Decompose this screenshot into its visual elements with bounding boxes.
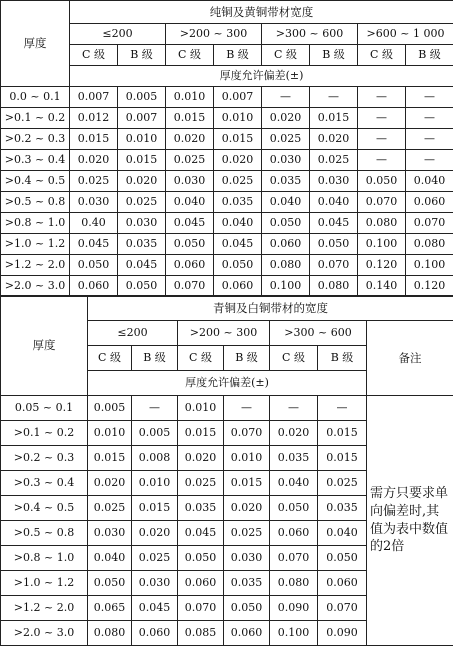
tolerance-value-cell: 0.060 [224,621,270,646]
tolerance-value-cell: 0.040 [262,192,310,213]
table-row [1,234,453,255]
table-row [1,150,453,171]
table-row [1,171,453,192]
tolerance-value-cell: 0.070 [224,421,270,446]
tolerance-value-cell: 0.085 [178,621,224,646]
thickness-range-cell: >0.5 ~ 0.8 [1,521,88,546]
tolerance-value-cell: 0.030 [262,150,310,171]
tolerance-value-cell: 0.030 [88,521,132,546]
thickness-range-cell: >0.4 ~ 0.5 [1,171,70,192]
tolerance-value-cell: 0.010 [88,421,132,446]
tolerance-value-cell: 0.040 [214,213,262,234]
tolerance-value-cell: 0.015 [310,108,358,129]
tolerance-value-cell: 0.005 [132,421,178,446]
tolerance-value-cell: 0.060 [318,571,367,596]
tolerance-value-cell: 0.050 [70,255,118,276]
tolerance-value-cell: 0.025 [214,171,262,192]
tolerance-value-cell: 0.020 [262,108,310,129]
tolerance-value-cell: 0.007 [70,87,118,108]
thickness-range-cell: >1.0 ~ 1.2 [1,571,88,596]
tolerance-value-cell: 0.015 [214,129,262,150]
table-row [1,129,453,150]
tolerance-value-cell: 0.040 [310,192,358,213]
tolerance-value-cell: 0.080 [262,255,310,276]
tolerance-value-cell: 0.015 [166,108,214,129]
tolerance-value-cell: 0.020 [178,446,224,471]
tolerance-value-cell: 0.080 [310,276,358,297]
tolerance-value-cell: — [262,87,310,108]
thickness-range-cell: >0.1 ~ 0.2 [1,108,70,129]
thickness-range-cell: >0.4 ~ 0.5 [1,496,88,521]
tolerance-value-cell: 0.035 [270,446,318,471]
tolerance-value-cell: 0.065 [88,596,132,621]
thickness-range-cell: 0.0 ~ 0.1 [1,87,70,108]
tolerance-value-cell: 0.050 [262,213,310,234]
width-range-header: >200 ~ 300 [178,321,270,346]
tolerance-value-cell: 0.070 [178,596,224,621]
tolerance-value-cell: 0.050 [270,496,318,521]
tolerance-value-cell: 0.060 [214,276,262,297]
thickness-header: 厚度 [1,1,70,87]
tolerance-value-cell: 0.045 [178,521,224,546]
tolerance-value-cell: 0.007 [214,87,262,108]
tolerance-value-cell: 0.050 [88,571,132,596]
tolerance-value-cell: 0.020 [166,129,214,150]
grade-header: C 级 [70,45,118,66]
tolerance-value-cell: 0.100 [406,255,453,276]
tolerance-value-cell: 0.010 [224,446,270,471]
tolerance-value-cell: 0.050 [118,276,166,297]
tolerance-value-cell: 0.010 [178,396,224,421]
tolerance-value-cell: 0.060 [178,571,224,596]
tolerance-value-cell: 0.035 [262,171,310,192]
tolerance-value-cell: 0.035 [118,234,166,255]
tolerance-value-cell: 0.40 [70,213,118,234]
tolerance-value-cell: 0.010 [118,129,166,150]
tolerance-value-cell: 0.020 [88,471,132,496]
tolerance-value-cell: 0.060 [262,234,310,255]
tolerance-value-cell: — [406,129,453,150]
tolerance-value-cell: 0.045 [310,213,358,234]
width-range-header: >300 ~ 600 [262,24,358,45]
grade-header: C 级 [358,45,406,66]
thickness-range-cell: >0.2 ~ 0.3 [1,129,70,150]
grade-header: B 级 [310,45,358,66]
tolerance-value-cell: 0.060 [166,255,214,276]
tolerance-header: 厚度允许偏差(±) [70,66,453,87]
tolerance-value-cell: 0.025 [178,471,224,496]
tolerance-value-cell: 0.120 [358,255,406,276]
tolerance-value-cell: 0.060 [406,192,453,213]
tolerance-value-cell: 0.025 [262,129,310,150]
tolerance-value-cell: 0.050 [166,234,214,255]
thickness-range-cell: >1.2 ~ 2.0 [1,255,70,276]
tolerance-value-cell: 0.050 [310,234,358,255]
tolerance-value-cell: 0.015 [132,496,178,521]
tolerance-value-cell: 0.070 [270,546,318,571]
tolerance-value-cell: — [406,108,453,129]
tolerance-value-cell: — [358,150,406,171]
thickness-range-cell: >0.1 ~ 0.2 [1,421,88,446]
grade-header: C 级 [270,346,318,371]
tolerance-value-cell: 0.050 [358,171,406,192]
tolerance-value-cell: 0.015 [318,446,367,471]
tolerance-value-cell: 0.015 [70,129,118,150]
tolerance-value-cell: 0.030 [70,192,118,213]
tolerance-value-cell: 0.070 [358,192,406,213]
tolerance-value-cell: 0.025 [70,171,118,192]
tolerance-value-cell: 0.030 [166,171,214,192]
thickness-range-cell: >0.2 ~ 0.3 [1,446,88,471]
copper-brass-strip-tolerance-table [0,0,453,297]
tolerance-value-cell: 0.070 [318,596,367,621]
table-row [1,255,453,276]
grade-header: B 级 [214,45,262,66]
grade-header: B 级 [318,346,367,371]
bronze-cupronickel-strip-tolerance-table [0,295,453,646]
tolerance-value-cell: 0.045 [118,255,166,276]
width-range-header: ≤200 [88,321,178,346]
tolerance-value-cell: — [358,87,406,108]
tolerance-value-cell: 0.020 [70,150,118,171]
tolerance-value-cell: 0.100 [270,621,318,646]
tolerance-value-cell: 0.005 [118,87,166,108]
tolerance-value-cell: 0.025 [88,496,132,521]
thickness-range-cell: >0.3 ~ 0.4 [1,471,88,496]
grade-header: B 级 [118,45,166,66]
tolerance-value-cell: 0.045 [214,234,262,255]
thickness-range-cell: >0.8 ~ 1.0 [1,546,88,571]
tolerance-value-cell: 0.080 [270,571,318,596]
tolerance-value-cell: 0.010 [132,471,178,496]
tolerance-value-cell: 0.100 [262,276,310,297]
tolerance-value-cell: 0.025 [310,150,358,171]
tolerance-value-cell: 0.010 [214,108,262,129]
tolerance-value-cell: 0.060 [132,621,178,646]
tolerance-value-cell: 0.045 [132,596,178,621]
tolerance-value-cell: 0.140 [358,276,406,297]
tolerance-value-cell: — [358,108,406,129]
table-row [1,213,453,234]
tolerance-value-cell: 0.025 [318,471,367,496]
tolerance-value-cell: 0.045 [70,234,118,255]
table-row [1,108,453,129]
tolerance-value-cell: 0.030 [310,171,358,192]
grade-header: B 级 [224,346,270,371]
tolerance-value-cell: 0.020 [224,496,270,521]
table-row [1,276,453,297]
tolerance-value-cell: 0.050 [318,546,367,571]
tolerance-value-cell: 0.015 [318,421,367,446]
table-row [1,87,453,108]
tolerance-value-cell: 0.005 [88,396,132,421]
thickness-range-cell: >2.0 ~ 3.0 [1,276,70,297]
tolerance-value-cell: 0.015 [88,446,132,471]
thickness-header: 厚度 [1,296,88,396]
table-row [1,192,453,213]
tolerance-value-cell: 0.040 [406,171,453,192]
thickness-range-cell: >2.0 ~ 3.0 [1,621,88,646]
tolerance-value-cell: 0.025 [118,192,166,213]
tolerance-value-cell: — [406,150,453,171]
tolerance-value-cell: 0.060 [70,276,118,297]
tolerance-value-cell: 0.040 [318,521,367,546]
tolerance-value-cell: — [358,129,406,150]
tolerance-value-cell: 0.035 [224,571,270,596]
remarks-note: 需方只要求单向偏差时,其值为表中数值的2倍 [367,396,453,646]
width-range-header: ≤200 [70,24,166,45]
width-range-header: >600 ~ 1 000 [358,24,453,45]
group-title: 纯铜及黄铜带材宽度 [70,1,453,24]
thickness-range-cell: >1.0 ~ 1.2 [1,234,70,255]
tolerance-value-cell: 0.012 [70,108,118,129]
tolerance-value-cell: 0.030 [118,213,166,234]
tolerance-value-cell: 0.070 [406,213,453,234]
thickness-range-cell: >0.3 ~ 0.4 [1,150,70,171]
tolerance-value-cell: 0.040 [270,471,318,496]
tolerance-value-cell: 0.050 [178,546,224,571]
tolerance-value-cell: 0.090 [318,621,367,646]
remarks-header: 备注 [367,321,453,396]
tolerance-value-cell: — [270,396,318,421]
tolerance-value-cell: 0.020 [132,521,178,546]
tolerance-value-cell: — [132,396,178,421]
tolerance-value-cell: 0.015 [224,471,270,496]
grade-header: C 级 [178,346,224,371]
tolerance-value-cell: 0.030 [224,546,270,571]
grade-header: B 级 [132,346,178,371]
tolerance-value-cell: 0.050 [214,255,262,276]
width-range-header: >300 ~ 600 [270,321,367,346]
tolerance-value-cell: 0.060 [270,521,318,546]
grade-header: C 级 [262,45,310,66]
thickness-range-cell: >0.8 ~ 1.0 [1,213,70,234]
tolerance-value-cell: 0.090 [270,596,318,621]
tolerance-value-cell: 0.070 [310,255,358,276]
tolerance-value-cell: 0.080 [358,213,406,234]
group-title: 青铜及白铜带材的宽度 [88,296,453,321]
tolerance-value-cell: — [310,87,358,108]
tolerance-value-cell: 0.020 [310,129,358,150]
grade-header: C 级 [88,346,132,371]
tolerance-value-cell: — [224,396,270,421]
tolerance-value-cell: 0.120 [406,276,453,297]
tolerance-value-cell: — [406,87,453,108]
tolerance-value-cell: 0.035 [214,192,262,213]
tolerance-value-cell: 0.015 [178,421,224,446]
tolerance-value-cell: 0.080 [88,621,132,646]
tolerance-value-cell: — [318,396,367,421]
tolerance-value-cell: 0.025 [224,521,270,546]
tolerance-value-cell: 0.040 [166,192,214,213]
tolerance-value-cell: 0.015 [118,150,166,171]
tolerance-value-cell: 0.020 [270,421,318,446]
tolerance-value-cell: 0.030 [132,571,178,596]
grade-header: C 级 [166,45,214,66]
thickness-range-cell: 0.05 ~ 0.1 [1,396,88,421]
tolerance-value-cell: 0.025 [132,546,178,571]
tolerance-value-cell: 0.070 [166,276,214,297]
tolerance-value-cell: 0.020 [118,171,166,192]
tolerance-value-cell: 0.025 [166,150,214,171]
tolerance-value-cell: 0.100 [358,234,406,255]
tolerance-value-cell: 0.050 [224,596,270,621]
tolerance-value-cell: 0.035 [178,496,224,521]
thickness-range-cell: >0.5 ~ 0.8 [1,192,70,213]
tolerance-value-cell: 0.010 [166,87,214,108]
tolerance-header: 厚度允许偏差(±) [88,371,367,396]
table-row [1,396,453,421]
thickness-range-cell: >1.2 ~ 2.0 [1,596,88,621]
grade-header: B 级 [406,45,453,66]
width-range-header: >200 ~ 300 [166,24,262,45]
tolerance-value-cell: 0.045 [166,213,214,234]
tolerance-value-cell: 0.020 [214,150,262,171]
tolerance-value-cell: 0.035 [318,496,367,521]
tolerance-value-cell: 0.007 [118,108,166,129]
tolerance-value-cell: 0.040 [88,546,132,571]
tolerance-value-cell: 0.080 [406,234,453,255]
tolerance-value-cell: 0.008 [132,446,178,471]
